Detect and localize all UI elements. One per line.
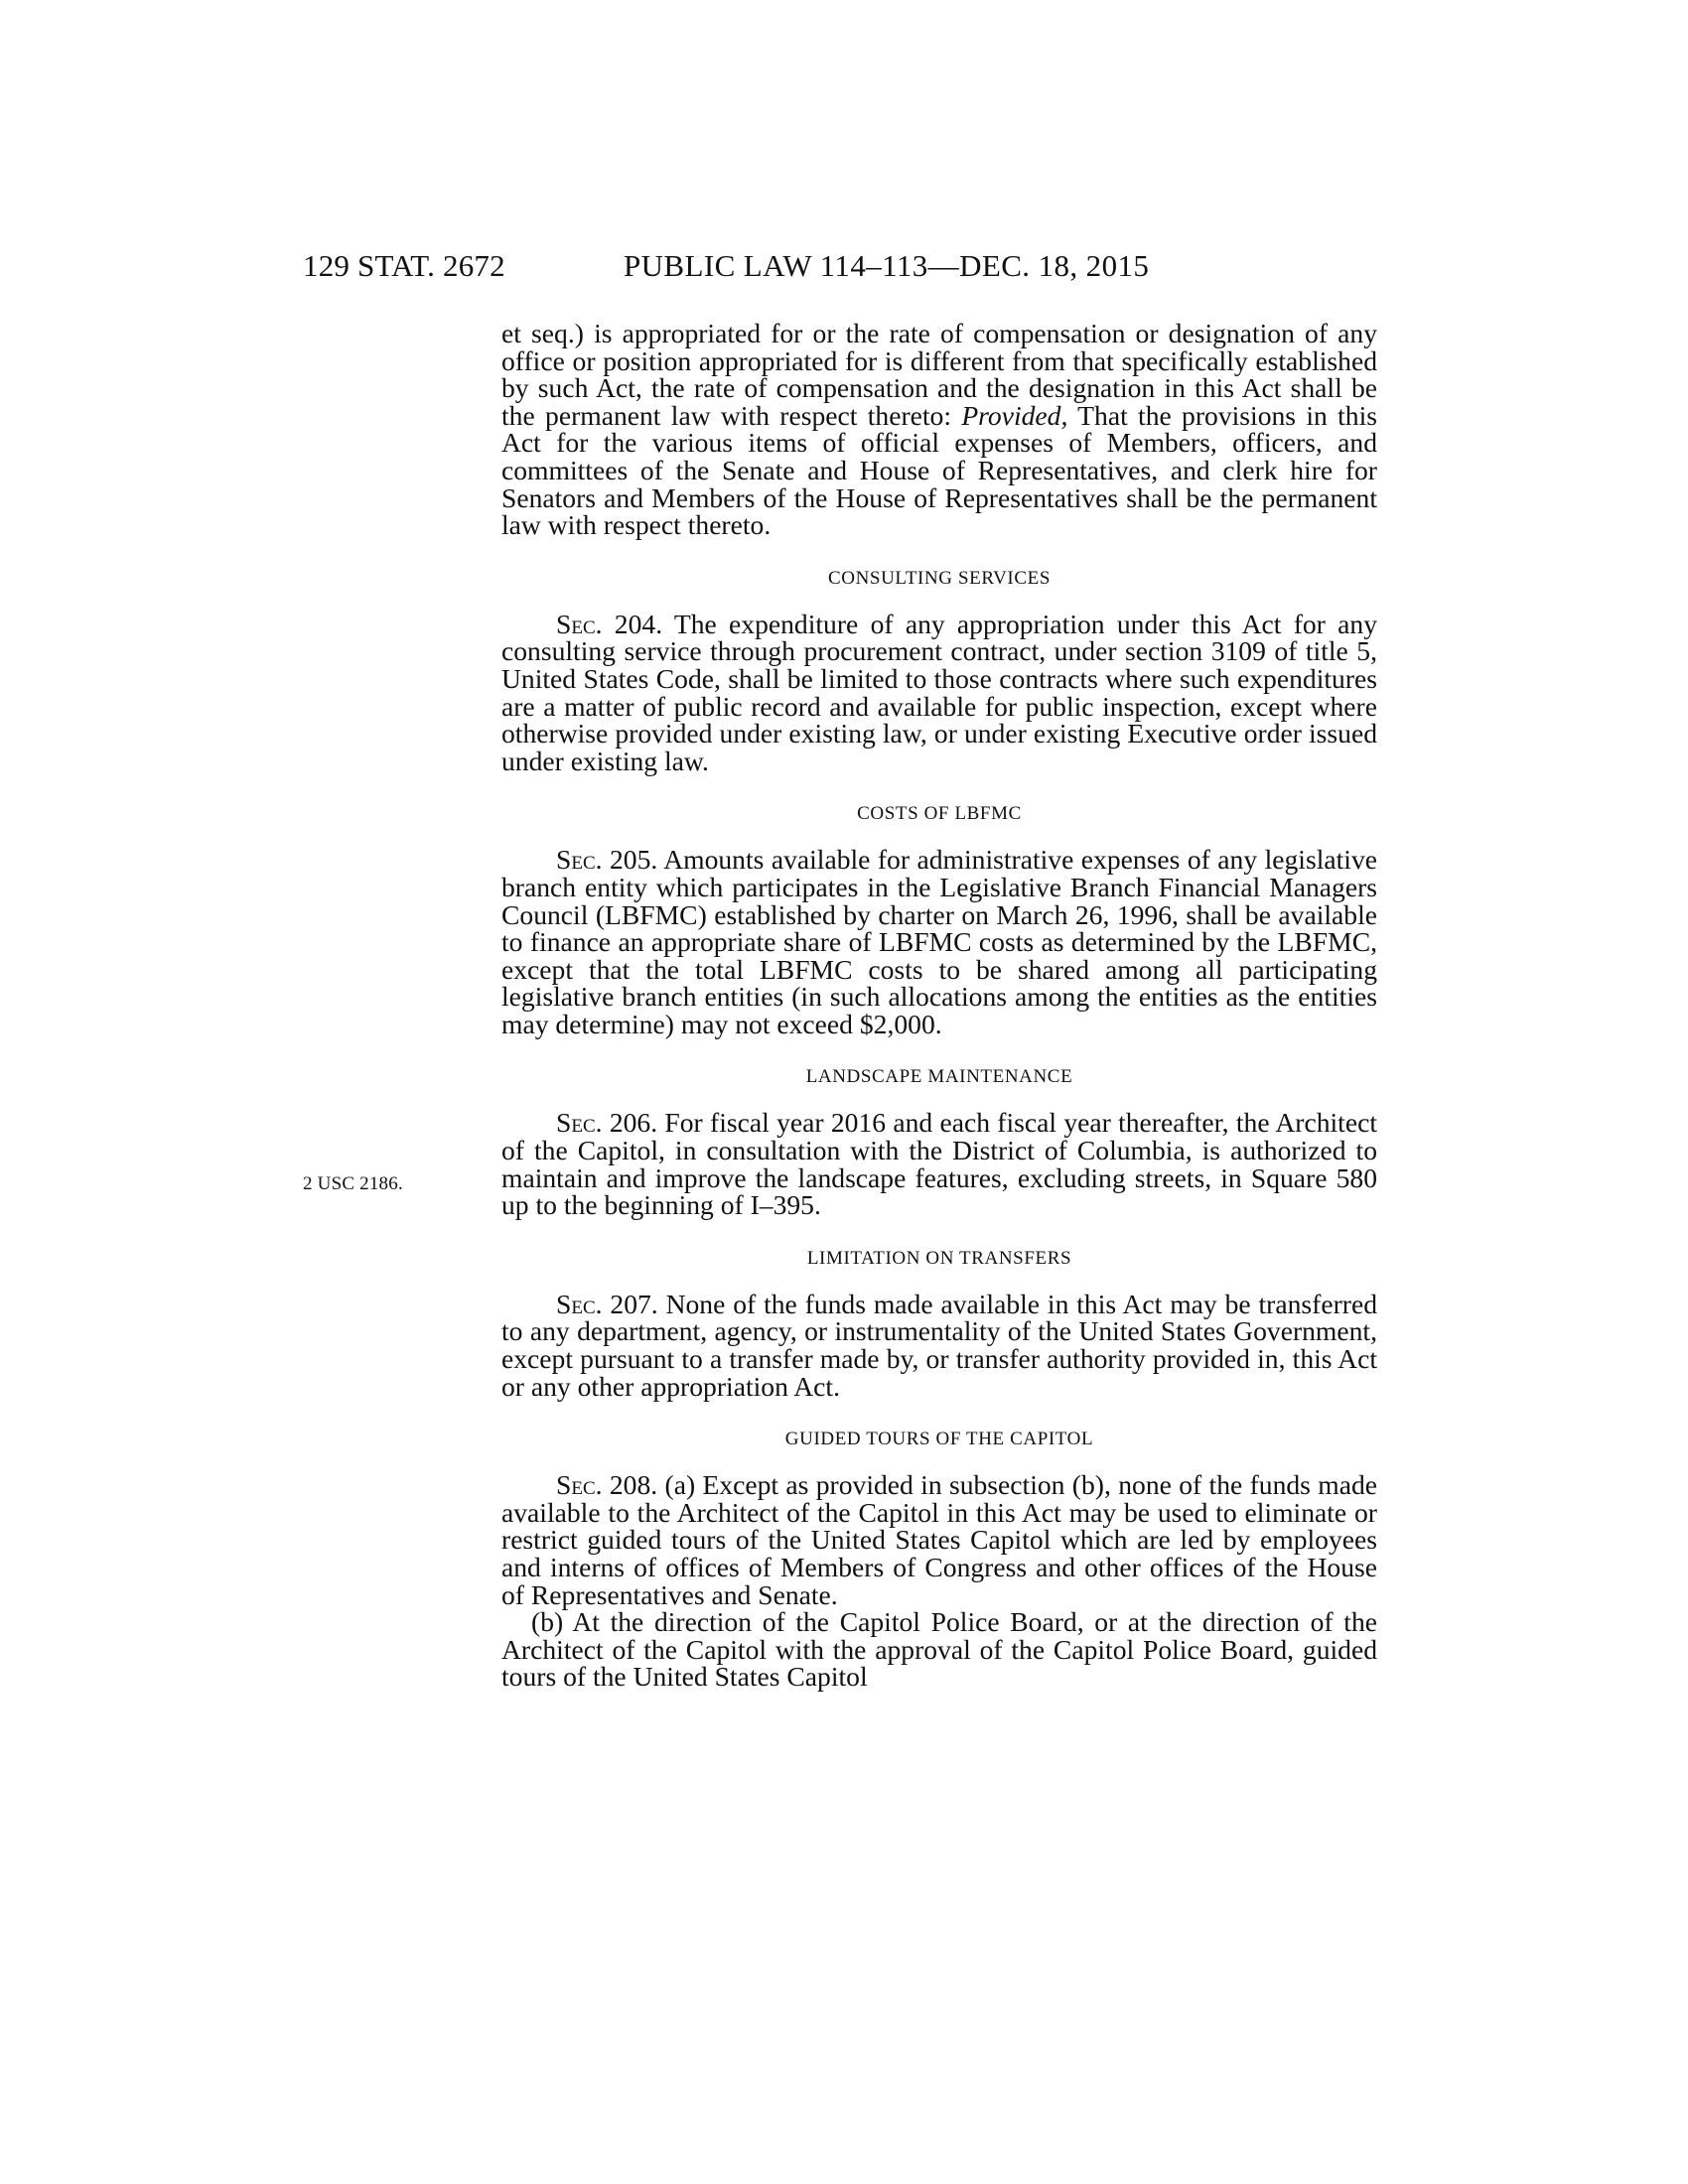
- public-law-title: PUBLIC LAW 114–113—DEC. 18, 2015: [624, 248, 1150, 283]
- page-header: [0, 248, 1688, 288]
- section-heading-limitation-on-transfers: LIMITATION ON TRANSFERS: [806, 1247, 1072, 1269]
- section-208b-paragraph: (b) At the direction of the Capitol Police Board, or at the direction of the Architect of the Capitol with the approval of the Capitol Police Board, guided tours of the United States Capitol: [501, 1606, 1377, 1693]
- section-label: Sec.: [556, 608, 603, 639]
- section-label: Sec.: [556, 1469, 603, 1501]
- section-label: Sec.: [556, 1288, 603, 1319]
- section-204-text: 204. The expenditure of any appropriation under this Act for any consulting service through procurement contract, under section 3109 of title 5, United States Code, shall be limited to those contracts where such expenditures are a matter of public record and available for public inspection, except where otherwise provided under existing law, or under existing Executive order issued under existing law.: [501, 608, 1377, 776]
- section-heading-consulting-services: CONSULTING SERVICES: [827, 567, 1051, 589]
- section-204-paragraph: [501, 608, 1377, 776]
- section-heading-guided-tours: GUIDED TOURS OF THE CAPITOL: [784, 1429, 1094, 1450]
- section-206-text: 206. For fiscal year 2016 and each fiscal year thereafter, the Architect of the Capitol, in consultation with the District of Columbia, is authorized to maintain and improve the landscape features, excluding streets, in Square 580 up to the beginning of I–395.: [501, 1107, 1377, 1221]
- document-body: [501, 320, 1377, 1691]
- intro-italic-proviso: Provided,: [961, 399, 1068, 431]
- intro-text-start: et seq.) is appropriated for or the rate of compensation or designation of any office or position appropriated for is different from that specifically established by such Act, the rate of compensation and the designation in this Act shall be the permanent law with respect thereto:: [501, 318, 1377, 431]
- section-207-paragraph: [501, 1288, 1377, 1402]
- section-205-text: 205. Amounts available for administrative expenses of any legislative branch entity which participates in the Legislative Branch Financial Managers Council (LBFMC) established by charter on March 26, 1996, shall be available to finance an appropriate share of LBFMC costs as determined by the LBFMC, except that the total LBFMC costs to be shared among all participating legislative branch entities (in such allocations among the entities as the entities may determine) may not exceed $2,000.: [501, 844, 1377, 1039]
- margin-citation: 2 USC 2186.: [303, 1173, 403, 1194]
- section-208a-text: 208. (a) Except as provided in subsection (b), none of the funds made available to the Architect of the Capitol in this Act may be used to eliminate or restrict guided tours of the United States Capitol which are led by employees and interns of offices of Members of Congress and other offices of the House of Representatives and Senate.: [501, 1469, 1377, 1610]
- section-label: Sec.: [556, 1107, 603, 1139]
- section-heading-costs-of-lbfmc: COSTS OF LBFMC: [857, 803, 1022, 825]
- section-heading-landscape-maintenance: LANDSCAPE MAINTENANCE: [805, 1066, 1073, 1088]
- section-207-text: 207. None of the funds made available in this Act may be transferred to any department, agency, or instrumentality of the United States Government, except pursuant to a transfer made by, or transfer authority provided in, this Act or any other appropriation Act.: [501, 1288, 1377, 1402]
- section-208a-paragraph: [501, 1471, 1377, 1608]
- statute-page-number: 129 STAT. 2672: [303, 248, 505, 283]
- section-label: Sec.: [556, 844, 603, 876]
- section-205-paragraph: [501, 846, 1377, 1037]
- section-206-paragraph: [501, 1107, 1377, 1221]
- intro-paragraph: [501, 320, 1377, 539]
- intro-text-end: That the provisions in this Act for the various items of official expenses of Members, officers, and committees of the Senate and House of Representatives, and clerk hire for Senators and Members of the House of Representatives shall be the permanent law with respect thereto.: [501, 399, 1377, 541]
